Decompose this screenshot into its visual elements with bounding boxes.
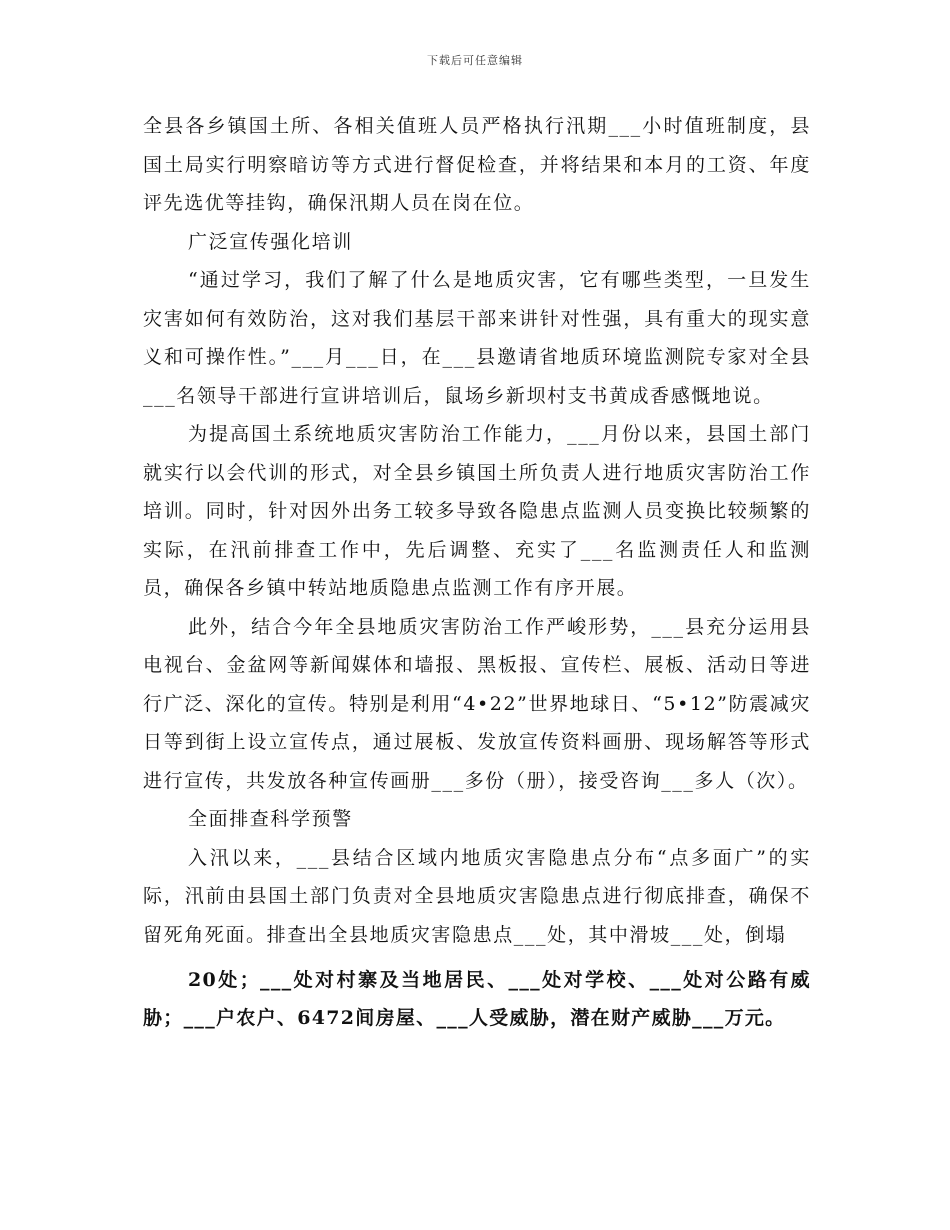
paragraph-publicity: 此外，结合今年全县地质灾害防治工作严峻形势，___县充分运用县电视台、金盆网等新闻媒体和墙报、黑板报、宣传栏、展板、活动日等进行广泛、深化的宣传。特别是利用“4•22”世界地球日、“5•12”防震减灾日等到街上设立宣传点，通过展板、发放宣传资料画册、现场解答等形式进行宣传，共发放各种宣传画册___多份（册），接受咨询___多人（次）。 xyxy=(143,615,811,792)
paragraph-training-quote: “通过学习，我们了解了什么是地质灾害，它有哪些类型，一旦发生灾害如何有效防治，这对我们基层干部来讲针对性强，具有重大的现实意义和可操作性。”___月___日，在___县邀请省地质环境监测院专家对全县___名领导干部进行宣讲培训后，鼠场乡新坝村支书黄成香感慨地说。 xyxy=(143,269,811,407)
section-heading-inspection-warning: 全面排查科学预警 xyxy=(188,808,353,830)
header-note: 下载后可任意编辑 xyxy=(427,54,523,67)
document-body xyxy=(143,107,811,1037)
paragraph-threat-statistics: 20处；___处对村寨及当地居民、___处对学校、___处对公路有威胁；___户农户、6472间房屋、___人受威胁，潜在财产威胁___万元。 xyxy=(143,969,811,1029)
paragraph-duty-system: 全县各乡镇国土所、各相关值班人员严格执行汛期___小时值班制度，县国土局实行明察暗访等方式进行督促检查，并将结果和本月的工资、年度评先选优等挂钩，确保汛期人员在岗在位。 xyxy=(143,115,811,214)
paragraph-training-capability: 为提高国土系统地质灾害防治工作能力，___月份以来，县国土部门就实行以会代训的形式，对全县乡镇国土所负责人进行地质灾害防治工作培训。同时，针对因外出务工较多导致各隐患点监测人员变换比较频繁的实际，在汛前排查工作中，先后调整、充实了___名监测责任人和监测员，确保各乡镇中转站地质隐患点监测工作有序开展。 xyxy=(143,423,811,599)
section-heading-publicity-training: 广泛宣传强化培训 xyxy=(188,230,353,253)
paragraph-inspection: 入汛以来，___县结合区域内地质灾害隐患点分布“点多面广”的实际，汛前由县国土部门负责对全县地质灾害隐患点进行彻底排查，确保不留死角死面。排查出全县地质灾害隐患点___处，其中滑坡___处，倒塌 xyxy=(143,846,811,946)
